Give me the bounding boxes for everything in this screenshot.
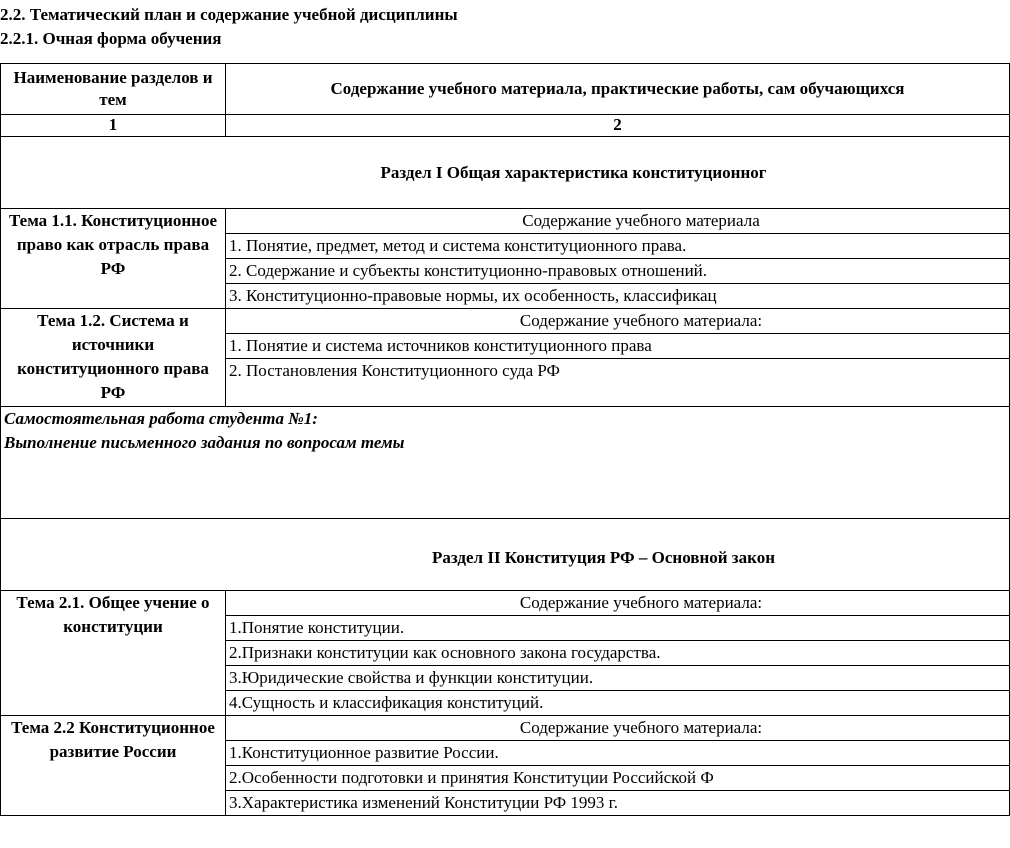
- section-1-title: Раздел I Общая характеристика конституционног: [1, 137, 1010, 209]
- list-item: 3.Характеристика изменений Конституции РФ 1993 г.: [226, 791, 1010, 816]
- column-number-row: [1, 115, 1010, 137]
- col2-header: Содержание учебного материала, практические работы, сам обучающихся: [226, 64, 1010, 115]
- list-item: 1. Понятие и система источников конституционного права: [226, 334, 1010, 359]
- table-viewport: [0, 63, 905, 812]
- table-row: [1, 209, 1010, 234]
- col2-number: 2: [226, 115, 1010, 137]
- page-title: 2.2. Тематический план и содержание учебной дисциплины: [0, 5, 458, 24]
- table-row: [1, 309, 1010, 334]
- thematic-plan-table: [0, 63, 1010, 816]
- list-item: 3. Конституционно-правовые нормы, их особенность, классификац: [226, 284, 1010, 309]
- section-2-title: Раздел II Конституция РФ – Основной закон: [1, 519, 1010, 591]
- topic-1-2-title: Тема 1.2. Система и источники конституционного права РФ: [1, 309, 226, 407]
- col1-number: 1: [1, 115, 226, 137]
- col1-header: Наименование разделов и тем: [1, 64, 226, 115]
- section-row: [1, 137, 1010, 209]
- topic-1-1-content-title: Содержание учебного материала: [226, 209, 1010, 234]
- topic-2-1-content-title: Содержание учебного материала:: [226, 591, 1010, 616]
- page-subtitle: 2.2.1. Очная форма обучения: [0, 29, 222, 48]
- topic-2-2-title: Тема 2.2 Конституционное развитие России: [1, 716, 226, 816]
- topic-2-2-content-title: Содержание учебного материала:: [226, 716, 1010, 741]
- self-work-task: Выполнение письменного задания по вопросам темы: [4, 433, 405, 452]
- list-item: 1. Понятие, предмет, метод и система конституционного права.: [226, 234, 1010, 259]
- topic-2-1-title: Тема 2.1. Общее учение о конституции: [1, 591, 226, 716]
- table-row: [1, 591, 1010, 616]
- section-row: [1, 519, 1010, 591]
- list-item: 4.Сущность и классификация конституций.: [226, 691, 1010, 716]
- list-item: 2. Содержание и субъекты конституционно-правовых отношений.: [226, 259, 1010, 284]
- list-item: 3.Юридические свойства и функции конституции.: [226, 666, 1010, 691]
- self-work: [1, 407, 1010, 519]
- list-item: 2. Постановления Конституционного суда РФ: [226, 359, 1010, 407]
- list-item: 2.Особенности подготовки и принятия Конституции Российской Ф: [226, 766, 1010, 791]
- list-item: 1.Понятие конституции.: [226, 616, 1010, 641]
- table-row: [1, 716, 1010, 741]
- list-item: 2.Признаки конституции как основного закона государства.: [226, 641, 1010, 666]
- table-header-row: [1, 64, 1010, 115]
- self-work-title: Самостоятельная работа студента №1:: [4, 409, 318, 428]
- topic-1-1-title: Тема 1.1. Конституционное право как отрасль права РФ: [1, 209, 226, 309]
- topic-1-2-content-title: Содержание учебного материала:: [226, 309, 1010, 334]
- list-item: 1.Конституционное развитие России.: [226, 741, 1010, 766]
- self-work-row: [1, 407, 1010, 519]
